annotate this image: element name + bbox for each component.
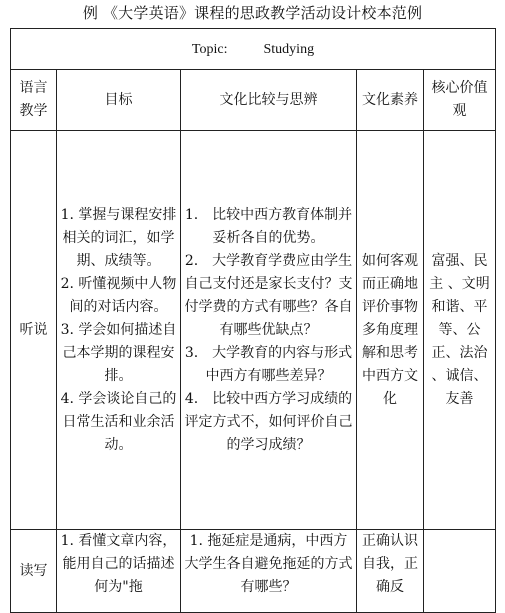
literacy-cell: 正确认识自我，正确反 [357, 530, 424, 613]
table-row-reading [11, 530, 496, 613]
goal-item: 1. 掌握与课程安排相关的词汇，如学期、成绩等。 [60, 206, 177, 269]
comparison-item: 1. 拖延症是通病，中西方大学生各自避免拖延的方式有哪些？ [184, 533, 353, 595]
header-teaching: 语言教学 [11, 70, 57, 131]
comparison-cell [181, 530, 357, 613]
goals-cell [57, 131, 181, 530]
topic-row [11, 29, 496, 70]
lesson-design-table [10, 28, 496, 613]
values-cell: 富强、民主 、文明和谐、平等、公正、法治 、诚信、友善 [424, 131, 496, 530]
row-teaching-label: 读写 [11, 530, 57, 613]
comparison-item: 1. 比较中西方教育体制并妥析各自的优势。 [184, 206, 353, 246]
goals-cell [57, 530, 181, 613]
table-row-listening [11, 131, 496, 530]
header-comparison: 文化比较与思辨 [181, 70, 357, 131]
literacy-cell: 如何客观而正确地评价事物多角度理解和思考中西方文化 [357, 131, 424, 530]
comparison-cell [181, 131, 357, 530]
header-literacy: 文化素养 [357, 70, 424, 131]
goal-item: 3. 学会如何描述自己本学期的课程安排。 [60, 321, 177, 384]
values-cell [424, 530, 496, 613]
table-caption: 例 《大学英语》课程的思政教学活动设计校本范例 [82, 4, 423, 22]
goal-item: 2. 听懂视频中人物间的对话内容。 [60, 275, 177, 315]
header-row [11, 70, 496, 131]
topic-cell [11, 29, 496, 70]
header-values: 核心价值观 [424, 70, 496, 131]
goal-item: 1. 看懂文章内容，能用自己的话描述何为"拖 [60, 533, 177, 595]
topic-value: Studying [263, 41, 315, 57]
comparison-item: 2. 大学教育学费应由学生自己支付还是家长支付？支付学费的方式有哪些？各自有哪些优缺点？ [184, 252, 353, 338]
header-goals: 目标 [57, 70, 181, 131]
topic-label: Topic: [191, 41, 228, 57]
comparison-item: 4. 比较中西方学习成绩的评定方式不，如何评价自己的学习成绩？ [184, 390, 353, 453]
comparison-item: 3. 大学教育的内容与形式中西方有哪些差异？ [184, 344, 353, 384]
row-teaching-label: 听说 [11, 131, 57, 530]
goal-item: 4. 学会谈论自己的日常生活和业余活动。 [60, 390, 177, 453]
